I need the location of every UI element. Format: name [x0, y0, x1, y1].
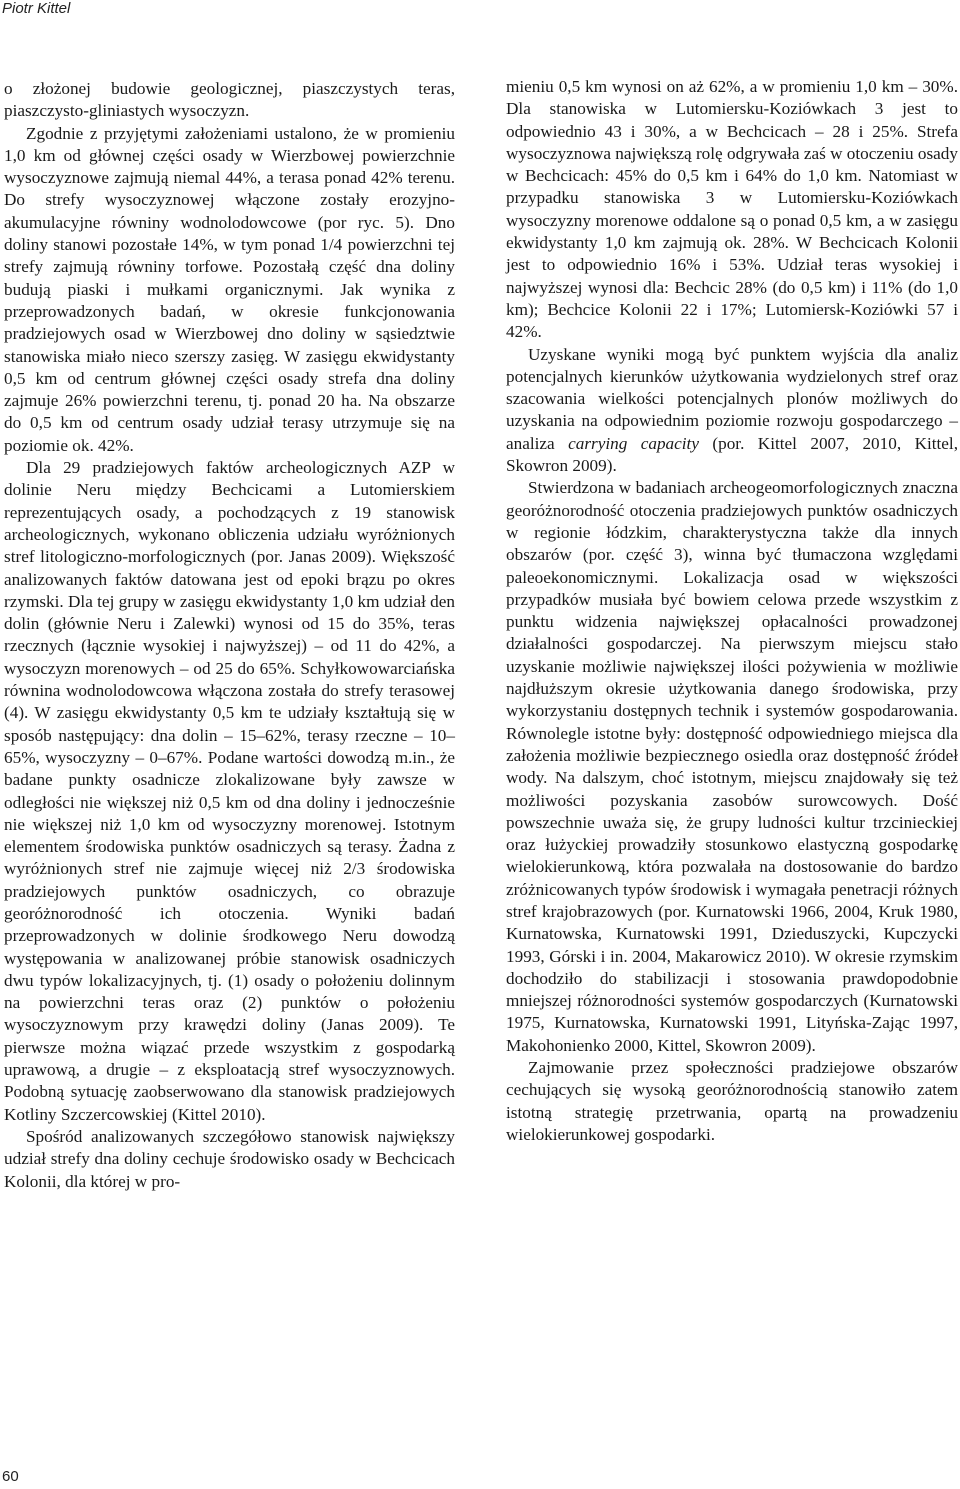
left-text-column	[4, 78, 455, 1193]
right-text-column	[506, 76, 958, 1146]
paragraph	[506, 344, 958, 478]
paragraph: Spośród analizowanych szczegółowo stanowisk największy udział strefy dna doliny cechuje środowisko osady w Bechcicach Kolonii, dla której w pro-	[4, 1126, 455, 1191]
paragraph: Zajmowanie przez społeczności pradziejowe obszarów cechujących się wysoką georóżnorodnością stanowiło zatem istotną strategię przetrwania, opartą na prowadzeniu wielokierunkowej gospodarki.	[506, 1058, 958, 1144]
paragraph: Stwierdzona w badaniach archeogeomorfologicznych znaczna georóżnorodność otoczenia pradziejowych punktów osadniczych w regionie łódzkim, charakterystyczna także dla innych obszarów (por. część 3), winna być tłumaczona względami paleoekonomicznymi. Lokalizacja osad w większości przypadków musiała być bowiem celowa przede wszystkim z punktu widzenia największej opłacalności prowadzonej działalności gospodarczej. Na pierwszym miejscu stało uzyskanie możliwie największej ilości pożywienia w możliwie najdłuższym okresie użytkowania danego środowiska, przy wykorzystaniu dostępnych technik i systemów gospodarowania. Równolegle istotne były: dostępność odpowiedniego miejsca dla założenia możliwie bezpiecznego osiedla oraz dostępność źródeł wody. Na dalszym, choć istotnym, miejscu znajdowały się też możliwości pozyskania zasobów surowcowych. Dość powszechnie uważa się, że grupy ludności kultur trzcinieckiej oraz łużyckiej prowadziły stosunkowo elastyczną gospodarkę wielokierunkową, która pozwalała na dostosowanie do bardzo zróżnicowanych typów środowisk i wymagała penetracji różnych stref krajobrazowych (por. Kurnatowski 1966, 2004, Kruk 1980, Kurnatowska, Kurnatowski 1991, Dzieduszycki, Kupczycki 1993, Górski i in. 2004, Makarowicz 2010). W okresie rzymskim dochodziło do stabilizacji i stosowania prawdopodobnie mniejszej różnorodności systemów gospodarczych (Kurnatowski 1975, Kurnatowska, Kurnatowski 1991, Lityńska-Zając 1997, Makohonienko 2000, Kittel, Skowron 2009).	[506, 478, 958, 1055]
italic-term: carrying capacity	[568, 433, 699, 453]
paragraph-text: Uzyskane wyniki mogą być punktem wyjścia dla analiz potencjalnych kierunków użytkowania wydzielonych stref oraz szacowania wielkości potencjalnych plonów możliwych do uzyskania na odpowiednim poziomie rozwoju gospodarczego – analiza	[506, 344, 958, 453]
paragraph: Zgodnie z przyjętymi założeniami ustalono, że w promieniu 1,0 km od głównej części osady w Wierzbowej powierzchnie wysoczyznowe zajmują niemal 44%, a terasa ponad 42% terenu. Do strefy wysoczyznowej włączone zostały erozyjno-akumulacyjne równiny wodnolodowcowe (por ryc. 5). Dno doliny stanowi pozostałe 14%, w tym ponad 1/4 powierzchni tej strefy zajmują równiny torfowe. Pozostałą część dna doliny budują piaski i mułkami organicznymi. Jak wynika z przeprowadzonych badań, w okresie funkcjonowania pradziejowych osad w Wierzbowej dno doliny w sąsiedztwie stanowiska miało nieco szerszy zasięg. W zasięgu ekwidystanty 0,5 km od centrum głównej części osady strefa dna doliny zajmuje 26% powierzchni terenu, tj. ponad 20 ha. Na obszarze do 0,5 km od centrum osady udział terasy utrzymuje się na poziomie ok. 42%.	[4, 123, 455, 455]
paragraph: Dla 29 pradziejowych faktów archeologicznych AZP w dolinie Neru między Bechcicami a Lutomierskiem reprezentujących osady, a pochodzących z 19 stanowisk archeologicznych, wykonano obliczenia udziału wyróżnionych stref litologiczno-morfologicznych (por. Janas 2009). Większość analizowanych faktów datowana jest od epoki brązu po okres rzymski. Dla tej grupy w zasięgu ekwidystanty 1,0 km udział den dolin (głównie Neru i Zalewki) wynosi od 15 do 35%, teras rzecznych (łącznie wysokiej i najwyższej) – od 11 do 42%, a wysoczyzn morenowych – od 25 do 65%. Schyłkowowarciańska równina wodnolodowcowa włączona została do strefy terasowej (4). W zasięgu ekwidystanty 0,5 km te udziały kształtują się w sposób następujący: dna dolin – 15–62%, terasy rzeczne – 10–65%, wysoczyzny – 0–67%. Podane wartości dowodzą m.in., że badane punkty osadnicze zlokalizowane były zawsze w odległości nie większej niż 0,5 km od dna doliny i jednocześnie nie większej niż 1,0 km od wysoczyzny morenowej. Istotnym elementem środowiska punktów osadniczych są terasy. Żadna z wyróżnionych stref nie zajmuje więcej niż 2/3 środowiska pradziejowych punktów osadniczych, co obrazuje georóżnorodność ich otoczenia. Wyniki badań przeprowadzonych w dolinie środkowego Neru dowodzą występowania w analizowanej próbie stanowisk osadniczych dwu typów lokalizacyjnych, tj. (1) osady o położeniu dolinnym na powierzchni teras oraz (2) punktów o położeniu wysoczyznowym przy krawędzi doliny (Janas 2009). Te pierwsze można wiązać przede wszystkim z gospodarką uprawową, a drugie – z eksploatacją stref wysoczyznowych. Podobną sytuację zaobserwowano dla stanowisk pradziejowych Kotliny Szczercowskiej (Kittel 2010).	[4, 458, 455, 1124]
paragraph: o złożonej budowie geologicznej, piaszczystych teras, piaszczysto-gliniastych wysoczyzn.	[4, 79, 455, 121]
paragraph: mieniu 0,5 km wynosi on aż 62%, a w promieniu 1,0 km – 30%. Dla stanowiska w Lutomiersku-Koziówkach 3 jest to odpowiednio 43 i 30%, a w Bechcicach – 28 i 25%. Strefa wysoczyznowa największą rolę odgrywała zaś w otoczeniu osady w Bechcicach: 45% do 0,5 km i 64% do 1,0 km. Natomiast w przypadku stanowiska 3 w Lutomiersku-Koziówkach wysoczyzny morenowe oddalone są o ponad 0,5 km, a w zasięgu ekwidystanty 1,0 km zajmują ok. 28%. W Bechcicach Kolonii jest to odpowiednio 16% i 53%. Udział teras wysokiej i najwyższej wynosi dla: Bechcic 28% (do 0,5 km) i 11% (do 1,0 km); Bechcice Kolonii 22 i 17%; Lutomiersk-Koziówki 57 i 42%.	[506, 77, 958, 342]
page-number: 60	[2, 1468, 19, 1485]
running-header-author: Piotr Kittel	[2, 0, 71, 17]
paragraph-text: (por. Kittel 2007, 2010, Kittel, Skowron 2009).	[506, 433, 959, 476]
